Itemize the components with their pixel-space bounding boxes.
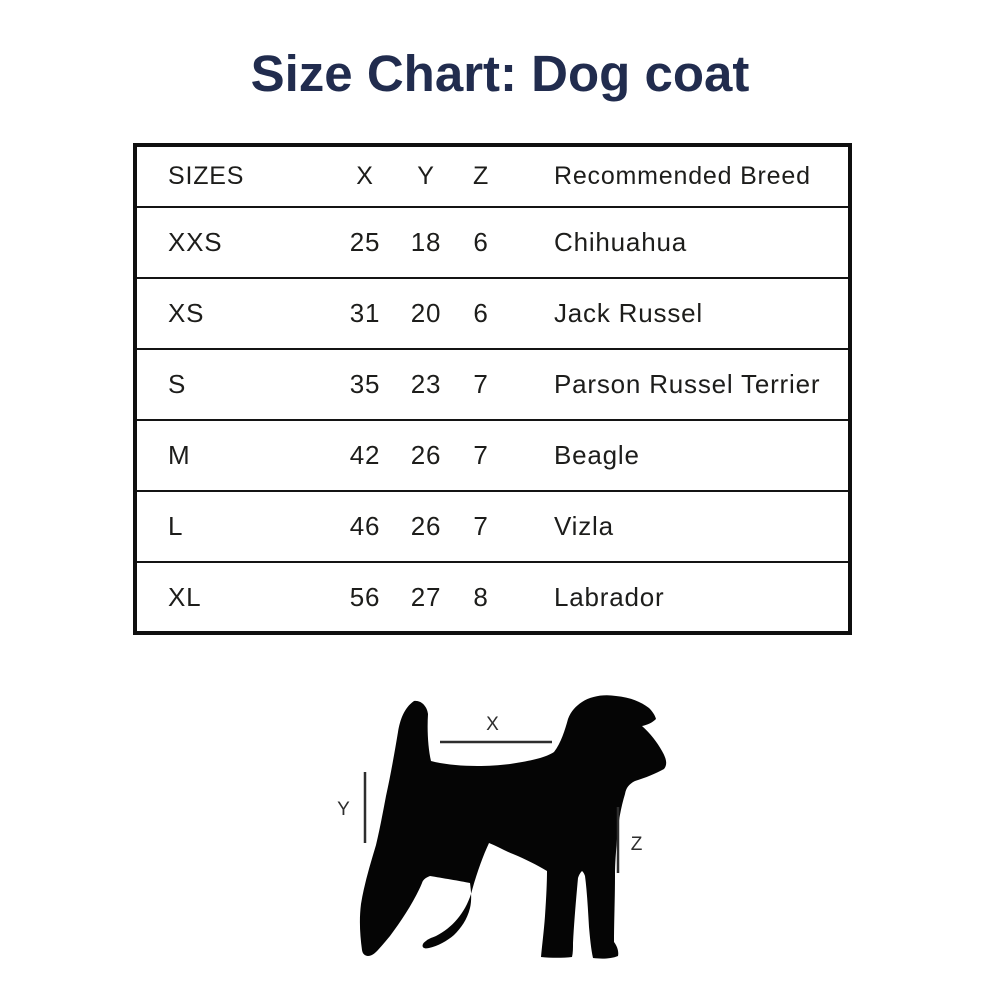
breed-cell: Beagle	[508, 420, 850, 491]
y-cell: 26	[398, 420, 454, 491]
size-cell: S	[135, 349, 332, 420]
x-cell: 31	[332, 278, 398, 349]
z-cell: 6	[454, 207, 508, 278]
table-row	[135, 278, 850, 349]
x-cell: 56	[332, 562, 398, 633]
breed-cell: Vizla	[508, 491, 850, 562]
table-row	[135, 207, 850, 278]
column-header-y: Y	[417, 162, 435, 190]
breed-cell: Jack Russel	[508, 278, 850, 349]
x-dimension-label: X	[486, 714, 500, 735]
x-cell: 46	[332, 491, 398, 562]
size-cell: XS	[135, 278, 332, 349]
x-cell: 25	[332, 207, 398, 278]
size-cell: XXS	[135, 207, 332, 278]
column-header-z: Z	[472, 162, 490, 190]
table-row	[135, 491, 850, 562]
size-cell: XL	[135, 562, 332, 633]
table-row	[135, 420, 850, 491]
z-cell: 8	[454, 562, 508, 633]
dog-measurement-diagram	[330, 680, 710, 980]
size-cell: M	[135, 420, 332, 491]
size-cell: L	[135, 491, 332, 562]
y-cell: 23	[398, 349, 454, 420]
z-dimension-label: Z	[630, 834, 644, 855]
column-header-breed: Recommended Breed	[554, 162, 811, 190]
y-dimension-label: Y	[337, 799, 351, 820]
y-cell: 27	[398, 562, 454, 633]
y-cell: 18	[398, 207, 454, 278]
column-header-sizes: SIZES	[168, 162, 245, 190]
z-cell: 7	[454, 349, 508, 420]
column-header-x: X	[356, 162, 374, 190]
table-row	[135, 349, 850, 420]
dog-silhouette	[360, 695, 666, 958]
x-cell: 42	[332, 420, 398, 491]
table-row	[135, 562, 850, 633]
breed-cell: Parson Russel Terrier	[508, 349, 850, 420]
z-cell: 6	[454, 278, 508, 349]
table-header-row	[135, 145, 850, 207]
x-cell: 35	[332, 349, 398, 420]
y-cell: 26	[398, 491, 454, 562]
breed-cell: Labrador	[508, 562, 850, 633]
size-chart-table	[133, 143, 852, 635]
page-title: Size Chart: Dog coat	[250, 45, 750, 102]
z-cell: 7	[454, 420, 508, 491]
z-cell: 7	[454, 491, 508, 562]
y-cell: 20	[398, 278, 454, 349]
breed-cell: Chihuahua	[508, 207, 850, 278]
